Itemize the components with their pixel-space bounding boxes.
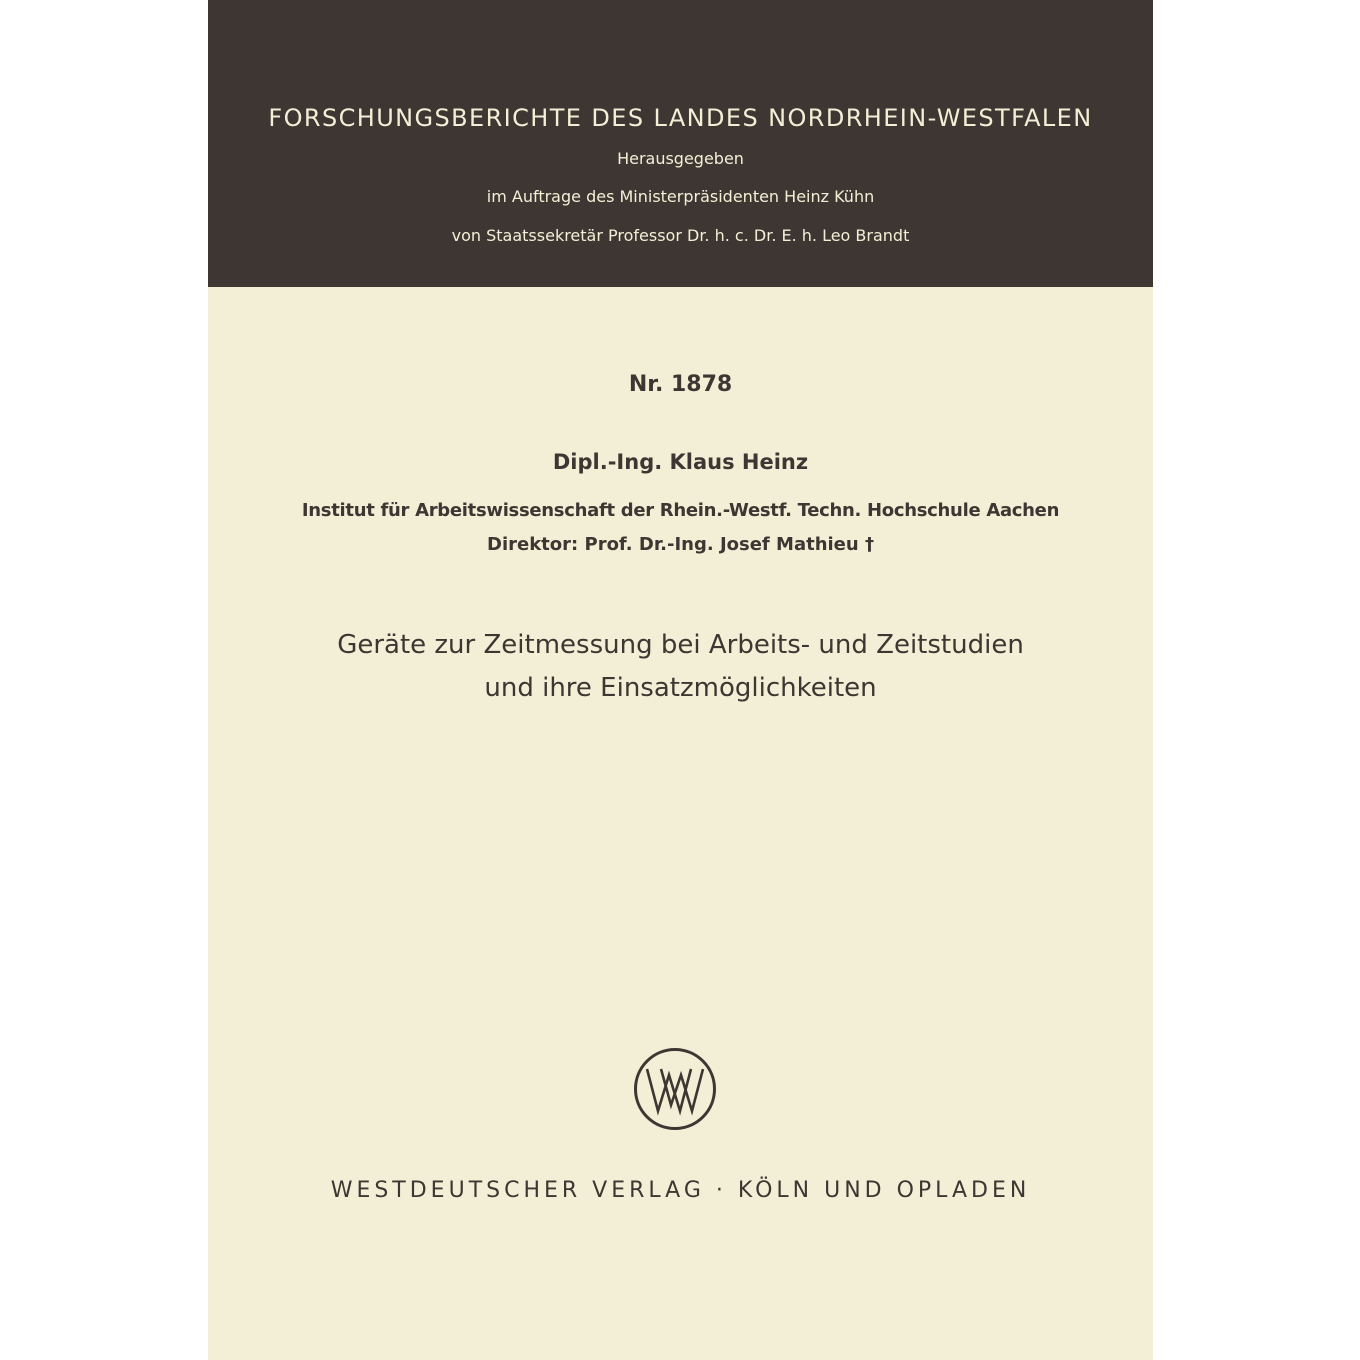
book-title-line-1: Geräte zur Zeitmessung bei Arbeits- und Zeitstudien: [337, 630, 1024, 660]
report-number: Nr. 1878: [628, 372, 733, 397]
book-title-line-2: und ihre Einsatzmöglichkeiten: [484, 673, 877, 703]
wv-publisher-logo-icon: [633, 1047, 717, 1131]
book-cover: [208, 0, 1153, 1360]
author-name: Dipl.-Ing. Klaus Heinz: [552, 450, 809, 474]
series-title: FORSCHUNGSBERICHTE DES LANDES NORDRHEIN-WESTFALEN: [268, 104, 1093, 132]
director-line: Direktor: Prof. Dr.-Ing. Josef Mathieu †: [487, 534, 874, 555]
publisher-line: WESTDEUTSCHER VERLAG · KÖLN UND OPLADEN: [330, 1178, 1031, 1203]
header-band: [208, 0, 1153, 287]
editor-line-2: im Auftrage des Ministerpräsidenten Heinz Kühn: [486, 187, 875, 206]
institute-line: Institut für Arbeitswissenschaft der Rhein.-Westf. Techn. Hochschule Aachen: [301, 500, 1060, 521]
editor-line-1: Herausgegeben: [617, 149, 744, 168]
editor-line-3: von Staatssekretär Professor Dr. h. c. Dr. E. h. Leo Brandt: [451, 226, 910, 245]
